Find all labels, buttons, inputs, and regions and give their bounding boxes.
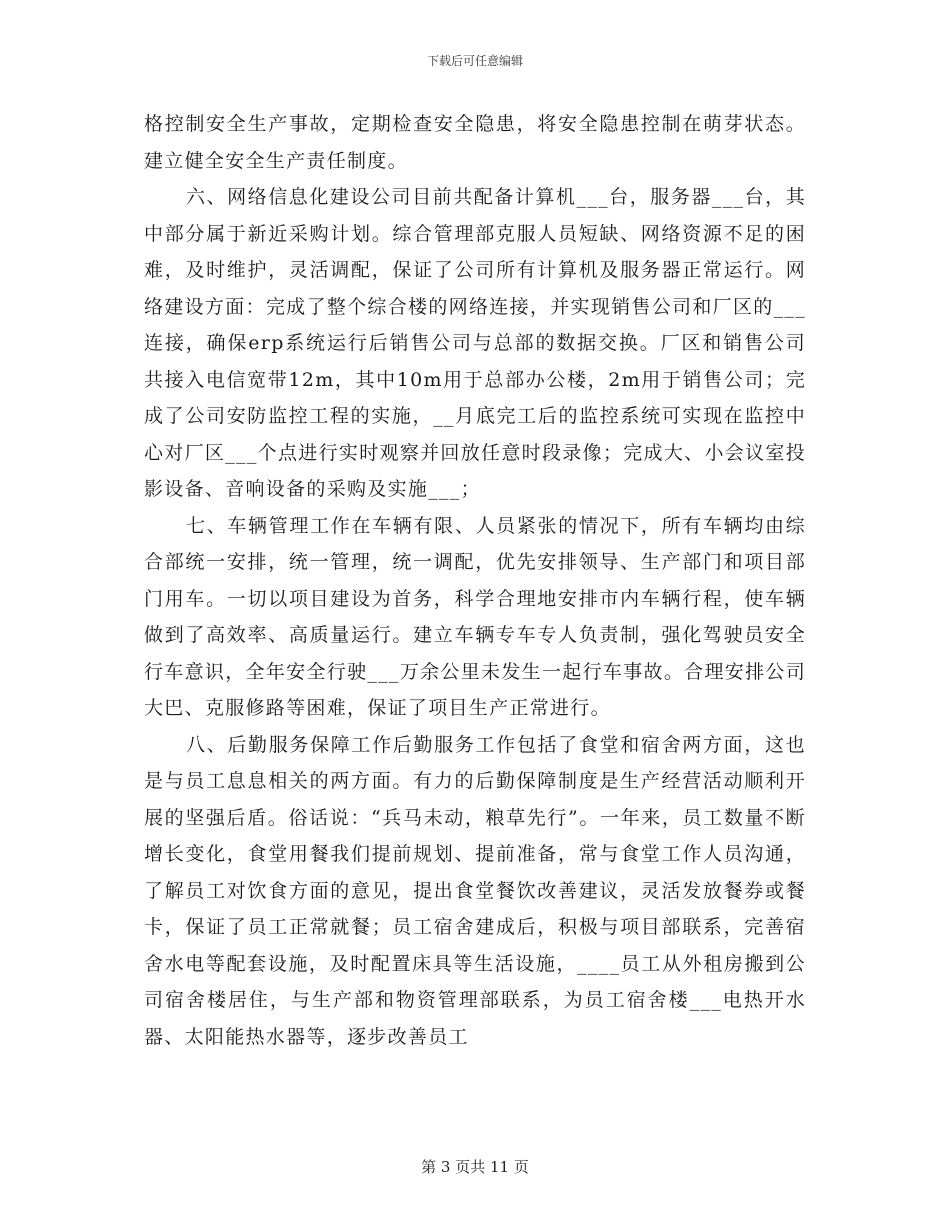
document-body — [144, 106, 806, 1055]
paragraph-safety-continued: 格控制安全生产事故，定期检查安全隐患，将安全隐患控制在萌芽状态。建立健全安全生产责任制度。 — [144, 113, 806, 172]
page-header: 下载后可任意编辑 — [426, 54, 523, 68]
paragraph-network-it: 六、网络信息化建设公司目前共配备计算机___台，服务器___台，其中部分属于新近采购计划。综合管理部克服人员短缺、网络资源不足的困难，及时维护，灵活调配，保证了公司所有计算机及服务器正常运行。网络建设方面：完成了整个综合楼的网络连接，并实现销售公司和厂区的___连接，确保erp系统运行后销售公司与总部的数据交换。厂区和销售公司共接入电信宽带12m，其中10m用于总部办公楼，2m用于销售公司；完成了公司安防监控工程的实施，__月底完工后的监控系统可实现在监控中心对厂区___个点进行实时观察并回放任意时段录像；完成大、小会议室投影设备、音响设备的采购及实施___； — [144, 186, 806, 500]
paragraph-logistics-service: 八、后勤服务保障工作后勤服务工作包括了食堂和宿舍两方面，这也是与员工息息相关的两方面。有力的后勤保障制度是生产经营活动顺利开展的坚强后盾。俗话说：“兵马未动，粮草先行”。一年来，员工数量不断增长变化，食堂用餐我们提前规划、提前准备，常与食堂工作人员沟通，了解员工对饮食方面的意见，提出食堂餐饮改善建议，灵活发放餐券或餐卡，保证了员工正常就餐；员工宿舍建成后，积极与项目部联系，完善宿舍水电等配套设施，及时配置床具等生活设施，____员工从外租房搬到公司宿舍楼居住，与生产部和物资管理部联系，为员工宿舍楼___电热开水器、太阳能热水器等，逐步改善员工 — [144, 733, 806, 1048]
page-footer: 第 3 页共 11 页 — [421, 1158, 529, 1176]
paragraph-vehicle-management: 七、车辆管理工作在车辆有限、人员紧张的情况下，所有车辆均由综合部统一安排，统一管理，统一调配，优先安排领导、生产部门和项目部门用车。一切以项目建设为首务，科学合理地安排市内车辆行程，使车辆做到了高效率、高质量运行。建立车辆专车专人负责制，强化驾驶员安全行车意识，全年安全行驶___万余公里未发生一起行车事故。合理安排公司大巴、克服修路等困难，保证了项目生产正常进行。 — [144, 514, 806, 719]
